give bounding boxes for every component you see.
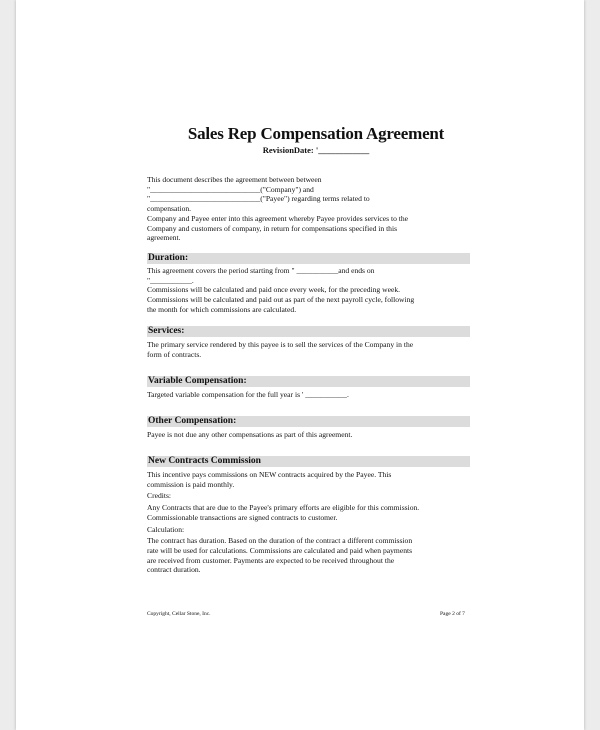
section-line: Any Contracts that are due to the Payee's primary efforts are eligible for this commission. [147,503,420,513]
section-line: Targeted variable compensation for the full year is ' ___________. [147,390,349,399]
section-line: This incentive pays commissions on NEW contracts acquired by the Payee. This [147,470,392,479]
section-line: "___________. [147,275,194,285]
intro-line: "_____________________________("Payee") regarding terms related to [147,194,370,204]
intro-paragraph [147,175,469,243]
section-heading-variable-compensation: Variable Compensation: [147,376,470,387]
intro-line: agreement. [147,233,181,243]
section-body-services [147,340,469,359]
footer-copyright: Copyright, Cellar Stone, Inc. [147,611,211,617]
section-line: the month for which commissions are calculated. [147,304,297,314]
document-page [16,0,584,730]
revision-date: RevisionDate: '____________ [262,145,370,155]
section-heading-duration: Duration: [147,253,470,264]
section-line: Credits: [147,491,172,501]
section-body-duration [147,266,469,315]
intro-line: Company and customers of company, in return for compensations specified in this [147,223,398,233]
section-line: contract duration. [147,565,201,575]
footer-page-number: Page 2 of 7 [440,611,465,617]
section-body-other-compensation [147,430,469,440]
section-body-variable-compensation [147,390,469,400]
section-heading-new-contracts-commission: New Contracts Commission [147,456,470,467]
section-line: rate will be used for calculations. Commissions are calculated and paid when payments [147,545,413,555]
section-heading-services: Services: [147,326,470,337]
intro-line: "_____________________________("Company") and [147,184,314,194]
section-line: are received from customer. Payments are expected to be received throughout the [147,555,395,565]
section-line: form of contracts. [147,349,202,359]
section-line: The primary service rendered by this payee is to sell the services of the Company in the [147,340,414,349]
intro-line: This document describes the agreement between between [147,175,322,184]
section-line: This agreement covers the period starting from " ___________and ends on [147,266,375,275]
section-line: Calculation: [147,524,185,534]
intro-line: Company and Payee enter into this agreement whereby Payee provides services to the [147,213,409,223]
section-body-new-contracts-commission [147,470,469,575]
section-line: commission is paid monthly. [147,479,235,489]
section-line: Commissions will be calculated and paid out as part of the next payroll cycle, following [147,295,415,305]
section-line: Payee is not due any other compensations as part of this agreement. [147,430,353,439]
section-line: Commissionable transactions are signed contracts to customer. [147,512,338,522]
section-line: The contract has duration. Based on the duration of the contract a different commission [147,536,413,546]
intro-line: compensation. [147,204,192,214]
section-line: Commissions will be calculated and paid once every week, for the preceding week. [147,285,401,295]
section-heading-other-compensation: Other Compensation: [147,416,470,427]
document-title: Sales Rep Compensation Agreement [187,124,445,143]
